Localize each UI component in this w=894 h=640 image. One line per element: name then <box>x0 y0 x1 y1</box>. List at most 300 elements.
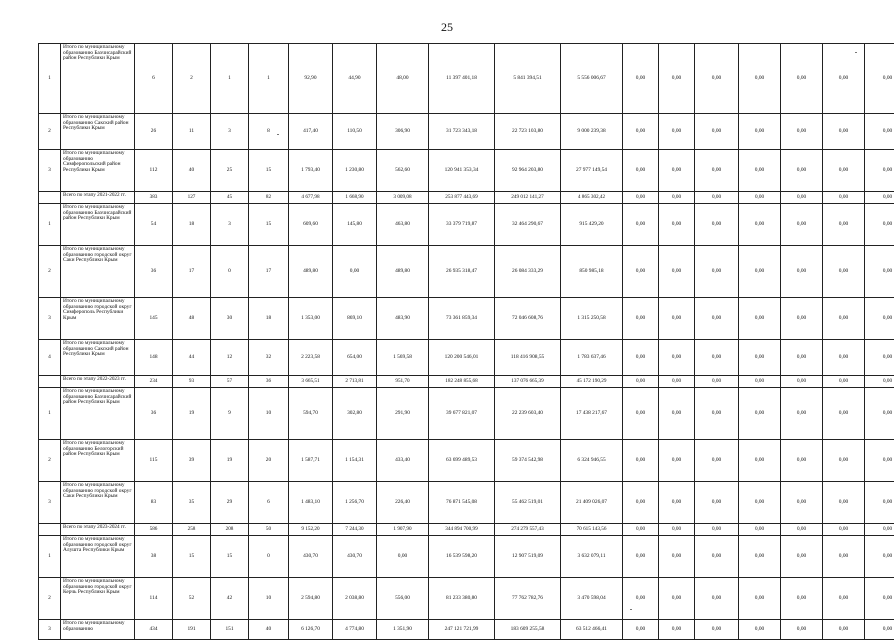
value-cell: 258 <box>173 524 211 536</box>
value-cell: 0,00 <box>739 536 781 578</box>
value-cell: 2 713,81 <box>333 376 377 388</box>
value-cell: 0,00 <box>781 150 823 192</box>
row-index-cell: 2 <box>39 246 61 298</box>
value-cell: 6 <box>135 44 173 114</box>
value-cell: 0,00 <box>865 114 894 150</box>
value-cell: 0,00 <box>659 114 695 150</box>
value-cell: 76 871 545,08 <box>429 482 495 524</box>
value-cell: 0,00 <box>659 246 695 298</box>
row-index-cell: 3 <box>39 150 61 192</box>
table-row <box>39 204 894 246</box>
value-cell: 234 <box>135 376 173 388</box>
municipality-name-cell: Всего по этапу 2022-2023 гг. <box>61 376 135 388</box>
value-cell: 951,70 <box>377 376 429 388</box>
value-cell: 110,50 <box>333 114 377 150</box>
value-cell: 489,80 <box>289 246 333 298</box>
table-row <box>39 298 894 340</box>
value-cell: 151 <box>211 620 249 640</box>
value-cell: 0,00 <box>739 44 781 114</box>
value-cell: 0,00 <box>823 298 865 340</box>
table-row <box>39 578 894 620</box>
value-cell: 0,00 <box>739 114 781 150</box>
value-cell: 0,00 <box>695 376 739 388</box>
municipality-name-cell: Итого по муниципальному образованию городской округ Саки Республики Крым <box>61 482 135 524</box>
value-cell: 36 <box>135 246 173 298</box>
value-cell: 0,00 <box>695 620 739 640</box>
value-cell: 1 483,10 <box>289 482 333 524</box>
value-cell: 0,00 <box>623 114 659 150</box>
value-cell: 6 324 946,55 <box>561 440 623 482</box>
value-cell: 274 279 557,43 <box>495 524 561 536</box>
value-cell: 4 865 302,42 <box>561 192 623 204</box>
table-row <box>39 482 894 524</box>
value-cell: 0,00 <box>823 536 865 578</box>
value-cell: 35 <box>173 482 211 524</box>
value-cell: 0,00 <box>739 440 781 482</box>
value-cell: 1 154,31 <box>333 440 377 482</box>
value-cell: 0,00 <box>659 44 695 114</box>
value-cell: 22 239 603,40 <box>495 388 561 440</box>
value-cell: 44,90 <box>333 44 377 114</box>
value-cell: 15 <box>249 204 289 246</box>
value-cell: 0,00 <box>739 376 781 388</box>
value-cell: 50 <box>249 524 289 536</box>
value-cell: 2 038,80 <box>333 578 377 620</box>
value-cell: 73 361 859,34 <box>429 298 495 340</box>
value-cell: 92,90 <box>289 44 333 114</box>
value-cell: 38 <box>135 536 173 578</box>
value-cell: 59 374 542,98 <box>495 440 561 482</box>
value-cell: 0,00 <box>865 440 894 482</box>
value-cell: 302,80 <box>333 388 377 440</box>
value-cell: 0,00 <box>781 298 823 340</box>
value-cell: 0,00 <box>739 192 781 204</box>
value-cell: 82 <box>249 192 289 204</box>
value-cell: 48 <box>173 298 211 340</box>
value-cell: 3 632 079,11 <box>561 536 623 578</box>
value-cell: 3 <box>211 204 249 246</box>
value-cell: 0,00 <box>823 204 865 246</box>
table-row <box>39 388 894 440</box>
value-cell: 145 <box>135 298 173 340</box>
value-cell: 249 012 141,27 <box>495 192 561 204</box>
value-cell: 850 985,18 <box>561 246 623 298</box>
value-cell: 0,00 <box>865 246 894 298</box>
value-cell: 40 <box>173 150 211 192</box>
row-index-cell <box>39 524 61 536</box>
row-index-cell: 1 <box>39 44 61 114</box>
value-cell: 0,00 <box>823 150 865 192</box>
value-cell: 0,00 <box>865 44 894 114</box>
value-cell: 0,00 <box>781 482 823 524</box>
value-cell: 12 <box>211 340 249 376</box>
value-cell: 0,00 <box>823 482 865 524</box>
value-cell: 26 084 333,29 <box>495 246 561 298</box>
value-cell: 0,00 <box>695 298 739 340</box>
scan-speck <box>277 134 279 135</box>
value-cell: 36 <box>249 376 289 388</box>
value-cell: 115 <box>135 440 173 482</box>
value-cell: 48,00 <box>377 44 429 114</box>
value-cell: 0,00 <box>695 204 739 246</box>
value-cell: 430,70 <box>333 536 377 578</box>
table-row <box>39 44 894 114</box>
table-row <box>39 620 894 640</box>
value-cell: 1 <box>211 44 249 114</box>
value-cell: 0,00 <box>781 536 823 578</box>
value-cell: 45 172 190,29 <box>561 376 623 388</box>
value-cell: 0,00 <box>781 246 823 298</box>
value-cell: 0,00 <box>865 204 894 246</box>
value-cell: 11 397 401,18 <box>429 44 495 114</box>
value-cell: 0,00 <box>695 150 739 192</box>
value-cell: 9 000 239,38 <box>561 114 623 150</box>
value-cell: 0,00 <box>823 620 865 640</box>
value-cell: 0,00 <box>823 192 865 204</box>
value-cell: 0,00 <box>781 440 823 482</box>
value-cell: 0,00 <box>865 620 894 640</box>
value-cell: 0,00 <box>695 578 739 620</box>
row-index-cell: 3 <box>39 298 61 340</box>
value-cell: 0,00 <box>623 482 659 524</box>
value-cell: 0,00 <box>623 44 659 114</box>
value-cell: 55 462 519,01 <box>495 482 561 524</box>
value-cell: 30 <box>211 298 249 340</box>
value-cell: 433,40 <box>377 440 429 482</box>
value-cell: 1 256,70 <box>333 482 377 524</box>
value-cell: 0,00 <box>695 440 739 482</box>
value-cell: 182 248 855,68 <box>429 376 495 388</box>
municipality-name-cell: Всего по этапу 2023-2024 гг. <box>61 524 135 536</box>
value-cell: 0,00 <box>865 150 894 192</box>
municipality-name-cell: Итого по муниципальному образованию городской округ Саки Республики Крым <box>61 246 135 298</box>
municipality-name-cell: Итого по муниципальному образованию городской округ Симферополь Республики Крым <box>61 298 135 340</box>
value-cell: 0,00 <box>659 376 695 388</box>
value-cell: 191 <box>173 620 211 640</box>
value-cell: 915 429,20 <box>561 204 623 246</box>
municipality-name-cell: Итого по муниципальному образованию Бахчисарайский район Республики Крым <box>61 388 135 440</box>
value-cell: 0,00 <box>659 578 695 620</box>
value-cell: 0,00 <box>739 150 781 192</box>
value-cell: 17 <box>249 246 289 298</box>
value-cell: 0,00 <box>695 192 739 204</box>
report-table <box>38 43 894 640</box>
value-cell: 0,00 <box>739 204 781 246</box>
value-cell: 0,00 <box>823 388 865 440</box>
value-cell: 10 <box>249 388 289 440</box>
municipality-name-cell: Итого по муниципальному образованию городской округ Керчь Республики Крым <box>61 578 135 620</box>
value-cell: 19 <box>173 388 211 440</box>
value-cell: 3 <box>211 114 249 150</box>
value-cell: 8 <box>249 114 289 150</box>
value-cell: 0,00 <box>695 246 739 298</box>
value-cell: 16 539 598,20 <box>429 536 495 578</box>
value-cell: 489,80 <box>377 246 429 298</box>
value-cell: 31 723 343,18 <box>429 114 495 150</box>
value-cell: 17 438 217,67 <box>561 388 623 440</box>
value-cell: 0,00 <box>659 620 695 640</box>
value-cell: 0,00 <box>781 44 823 114</box>
municipality-name-cell: Итого по муниципальному образованию Сакский район Республики Крым <box>61 114 135 150</box>
value-cell: 0,00 <box>865 376 894 388</box>
value-cell: 26 <box>135 114 173 150</box>
value-cell: 0,00 <box>695 340 739 376</box>
value-cell: 57 <box>211 376 249 388</box>
value-cell: 0,00 <box>623 524 659 536</box>
value-cell: 40 <box>249 620 289 640</box>
municipality-name-cell: Всего по этапу 2021-2022 гг. <box>61 192 135 204</box>
value-cell: 0,00 <box>865 536 894 578</box>
value-cell: 0,00 <box>659 150 695 192</box>
value-cell: 483,90 <box>377 298 429 340</box>
value-cell: 0,00 <box>823 44 865 114</box>
value-cell: 83 <box>135 482 173 524</box>
value-cell: 556,00 <box>377 578 429 620</box>
value-cell: 120 941 353,34 <box>429 150 495 192</box>
value-cell: 0,00 <box>623 150 659 192</box>
value-cell: 654,00 <box>333 340 377 376</box>
value-cell: 1 587,71 <box>289 440 333 482</box>
value-cell: 0,00 <box>695 482 739 524</box>
value-cell: 0,00 <box>865 192 894 204</box>
value-cell: 112 <box>135 150 173 192</box>
value-cell: 81 233 380,80 <box>429 578 495 620</box>
value-cell: 33 379 719,87 <box>429 204 495 246</box>
row-index-cell: 1 <box>39 204 61 246</box>
value-cell: 21 409 026,07 <box>561 482 623 524</box>
value-cell: 0,00 <box>695 114 739 150</box>
value-cell: 0,00 <box>739 578 781 620</box>
value-cell: 0,00 <box>781 578 823 620</box>
value-cell: 247 121 721,99 <box>429 620 495 640</box>
value-cell: 9 <box>211 388 249 440</box>
value-cell: 0,00 <box>823 524 865 536</box>
value-cell: 594,70 <box>289 388 333 440</box>
value-cell: 291,90 <box>377 388 429 440</box>
value-cell: 0,00 <box>659 192 695 204</box>
value-cell: 0,00 <box>739 482 781 524</box>
value-cell: 0,00 <box>659 482 695 524</box>
value-cell: 92 964 203,80 <box>495 150 561 192</box>
table-row <box>39 536 894 578</box>
value-cell: 15 <box>211 536 249 578</box>
value-cell: 0,00 <box>695 524 739 536</box>
value-cell: 0,00 <box>623 376 659 388</box>
value-cell: 77 762 782,76 <box>495 578 561 620</box>
value-cell: 1 668,90 <box>333 192 377 204</box>
municipality-name-cell: Итого по муниципальному образованию Белогорский район Республики Крым <box>61 440 135 482</box>
value-cell: 0,00 <box>659 440 695 482</box>
value-cell: 1 351,90 <box>377 620 429 640</box>
value-cell: 145,80 <box>333 204 377 246</box>
value-cell: 4 774,80 <box>333 620 377 640</box>
value-cell: 0,00 <box>659 340 695 376</box>
value-cell: 208 <box>211 524 249 536</box>
value-cell: 0,00 <box>695 44 739 114</box>
value-cell: 6 <box>249 482 289 524</box>
value-cell: 0,00 <box>781 340 823 376</box>
value-cell: 586 <box>135 524 173 536</box>
value-cell: 7 244,30 <box>333 524 377 536</box>
value-cell: 0,00 <box>865 388 894 440</box>
table-total-row <box>39 192 894 204</box>
value-cell: 0,00 <box>865 524 894 536</box>
municipality-name-cell: Итого по муниципальному образованию Симферопольский район Республики Крым <box>61 150 135 192</box>
value-cell: 1 315 250,58 <box>561 298 623 340</box>
value-cell: 0,00 <box>781 192 823 204</box>
value-cell: 0,00 <box>623 204 659 246</box>
value-cell: 39 677 821,07 <box>429 388 495 440</box>
value-cell: 114 <box>135 578 173 620</box>
value-cell: 10 <box>249 578 289 620</box>
value-cell: 226,40 <box>377 482 429 524</box>
value-cell: 127 <box>173 192 211 204</box>
table-row <box>39 440 894 482</box>
value-cell: 0,00 <box>377 536 429 578</box>
value-cell: 253 877 443,69 <box>429 192 495 204</box>
value-cell: 0,00 <box>623 340 659 376</box>
value-cell: 0,00 <box>623 246 659 298</box>
value-cell: 0,00 <box>823 578 865 620</box>
value-cell: 463,80 <box>377 204 429 246</box>
value-cell: 2 223,58 <box>289 340 333 376</box>
value-cell: 0,00 <box>823 340 865 376</box>
row-index-cell: 3 <box>39 482 61 524</box>
value-cell: 0,00 <box>623 578 659 620</box>
value-cell: 1 907,90 <box>377 524 429 536</box>
table-total-row <box>39 376 894 388</box>
value-cell: 45 <box>211 192 249 204</box>
value-cell: 0,00 <box>781 114 823 150</box>
value-cell: 3 470 598,04 <box>561 578 623 620</box>
value-cell: 0 <box>249 536 289 578</box>
value-cell: 0,00 <box>865 578 894 620</box>
value-cell: 137 076 665,39 <box>495 376 561 388</box>
value-cell: 0 <box>211 246 249 298</box>
value-cell: 44 <box>173 340 211 376</box>
value-cell: 5 556 006,67 <box>561 44 623 114</box>
row-index-cell: 2 <box>39 114 61 150</box>
value-cell: 0,00 <box>823 376 865 388</box>
value-cell: 120 200 546,01 <box>429 340 495 376</box>
municipality-name-cell: Итого по муниципальному образованию Сакский район Республики Крым <box>61 340 135 376</box>
value-cell: 70 615 143,56 <box>561 524 623 536</box>
value-cell: 2 594,80 <box>289 578 333 620</box>
value-cell: 63 699 489,53 <box>429 440 495 482</box>
value-cell: 0,00 <box>823 114 865 150</box>
value-cell: 0,00 <box>333 246 377 298</box>
table-row <box>39 340 894 376</box>
value-cell: 1 793,40 <box>289 150 333 192</box>
value-cell: 0,00 <box>823 440 865 482</box>
value-cell: 0,00 <box>695 388 739 440</box>
value-cell: 63 512 466,41 <box>561 620 623 640</box>
value-cell: 383 <box>135 192 173 204</box>
value-cell: 0,00 <box>623 388 659 440</box>
value-cell: 0,00 <box>781 524 823 536</box>
value-cell: 72 046 608,76 <box>495 298 561 340</box>
value-cell: 17 <box>173 246 211 298</box>
report-body <box>39 44 894 640</box>
value-cell: 26 935 318,47 <box>429 246 495 298</box>
value-cell: 0,00 <box>623 440 659 482</box>
table-row <box>39 246 894 298</box>
value-cell: 0,00 <box>739 388 781 440</box>
value-cell: 0,00 <box>623 298 659 340</box>
value-cell: 22 723 103,80 <box>495 114 561 150</box>
value-cell: 0,00 <box>865 340 894 376</box>
municipality-name-cell: Итого по муниципальному образованию городской округ Алушта Республики Крым <box>61 536 135 578</box>
value-cell: 0,00 <box>623 620 659 640</box>
value-cell: 0,00 <box>739 246 781 298</box>
value-cell: 15 <box>249 150 289 192</box>
value-cell: 93 <box>173 376 211 388</box>
scan-speck <box>630 609 632 610</box>
value-cell: 25 <box>211 150 249 192</box>
row-index-cell: 4 <box>39 340 61 376</box>
value-cell: 562,60 <box>377 150 429 192</box>
value-cell: 0,00 <box>695 536 739 578</box>
value-cell: 0,00 <box>823 246 865 298</box>
value-cell: 15 <box>173 536 211 578</box>
value-cell: 6 126,70 <box>289 620 333 640</box>
value-cell: 0,00 <box>865 298 894 340</box>
value-cell: 19 <box>211 440 249 482</box>
value-cell: 0,00 <box>659 204 695 246</box>
value-cell: 27 977 149,54 <box>561 150 623 192</box>
value-cell: 430,70 <box>289 536 333 578</box>
value-cell: 11 <box>173 114 211 150</box>
table-row <box>39 114 894 150</box>
value-cell: 32 <box>249 340 289 376</box>
value-cell: 344 894 700,99 <box>429 524 495 536</box>
value-cell: 1 353,00 <box>289 298 333 340</box>
value-cell: 36 <box>135 388 173 440</box>
value-cell: 4 677,98 <box>289 192 333 204</box>
row-index-cell: 1 <box>39 388 61 440</box>
value-cell: 1 <box>249 44 289 114</box>
value-cell: 54 <box>135 204 173 246</box>
value-cell: 306,90 <box>377 114 429 150</box>
value-cell: 148 <box>135 340 173 376</box>
value-cell: 1 569,58 <box>377 340 429 376</box>
value-cell: 434 <box>135 620 173 640</box>
value-cell: 0,00 <box>781 388 823 440</box>
value-cell: 0,00 <box>623 536 659 578</box>
row-index-cell: 2 <box>39 578 61 620</box>
value-cell: 3 009,08 <box>377 192 429 204</box>
value-cell: 0,00 <box>623 192 659 204</box>
value-cell: 1 783 637,46 <box>561 340 623 376</box>
value-cell: 0,00 <box>659 524 695 536</box>
value-cell: 9 152,20 <box>289 524 333 536</box>
value-cell: 417,40 <box>289 114 333 150</box>
value-cell: 3 665,51 <box>289 376 333 388</box>
row-index-cell: 2 <box>39 440 61 482</box>
table-total-row <box>39 524 894 536</box>
value-cell: 609,60 <box>289 204 333 246</box>
value-cell: 18 <box>249 298 289 340</box>
scan-speck <box>855 52 857 53</box>
value-cell: 52 <box>173 578 211 620</box>
municipality-name-cell: Итого по муниципальному образованию <box>61 620 135 640</box>
value-cell: 183 609 255,58 <box>495 620 561 640</box>
value-cell: 32 464 290,67 <box>495 204 561 246</box>
value-cell: 0,00 <box>739 524 781 536</box>
value-cell: 5 841 394,51 <box>495 44 561 114</box>
value-cell: 12 907 519,09 <box>495 536 561 578</box>
value-cell: 0,00 <box>781 204 823 246</box>
